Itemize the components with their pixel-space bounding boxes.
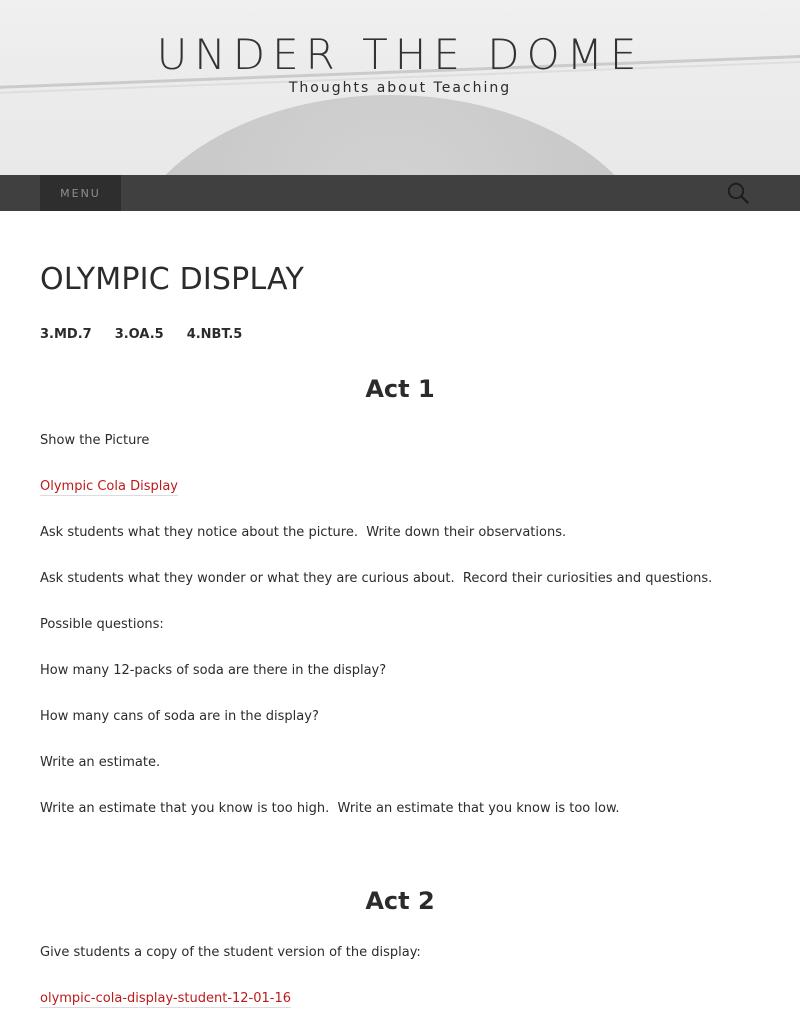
main-content (0, 261, 800, 1008)
paragraph: Give students a copy of the student version of the display: (40, 945, 421, 960)
search-toggle-button[interactable] (718, 175, 758, 211)
paragraph: Write an estimate. (40, 755, 161, 770)
student-version-download-link[interactable]: olympic-cola-display-student-12-01-16 (40, 991, 292, 1006)
paragraph: Possible questions: (40, 617, 164, 632)
act-1-heading: Act 1 (365, 375, 435, 403)
paragraph: Ask students what they wonder or what they are curious about. Record their curiosities and questions. (40, 571, 713, 586)
standard-tag: 4.NBT.5 (186, 327, 243, 342)
menu-button[interactable]: MENU (40, 175, 121, 211)
header-background-image (120, 95, 660, 175)
standard-tag: 3.OA.5 (114, 327, 164, 342)
search-icon (727, 182, 749, 204)
paragraph: Write an estimate that you know is too high. Write an estimate that you know is too low. (40, 801, 620, 816)
act-2-heading: Act 2 (365, 887, 435, 915)
paragraph (40, 478, 760, 496)
paragraph: Ask students what they notice about the picture. Write down their observations. (40, 525, 567, 540)
post-title: OLYMPIC DISPLAY (40, 262, 304, 297)
standards-list (40, 326, 760, 344)
site-title[interactable]: UNDER THE DOME (156, 30, 644, 79)
paragraph: How many cans of soda are in the display? (40, 709, 319, 724)
olympic-cola-display-link[interactable]: Olympic Cola Display (40, 479, 179, 494)
site-description: Thoughts about Teaching (288, 80, 512, 96)
standard-tag: 3.MD.7 (40, 327, 92, 342)
site-header (0, 0, 800, 175)
paragraph (40, 990, 760, 1008)
paragraph: How many 12-packs of soda are there in the display? (40, 663, 387, 678)
primary-navigation (0, 175, 800, 211)
paragraph: Show the Picture (40, 433, 150, 448)
